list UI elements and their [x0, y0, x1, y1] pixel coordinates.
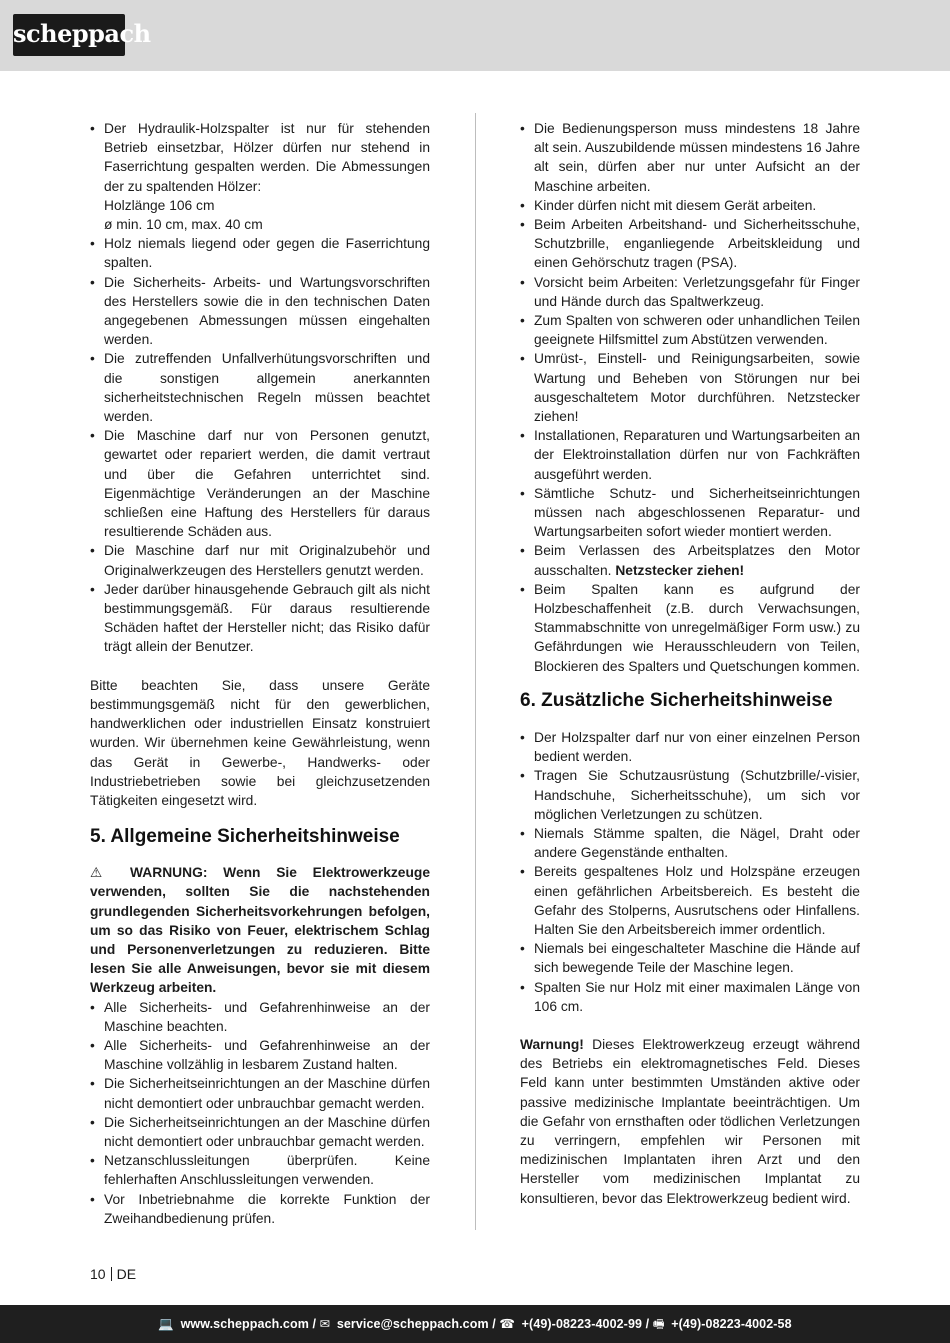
additional-safety-bullet-list — [520, 728, 860, 1016]
wood-length-spec: Holzlänge 106 cm — [104, 197, 215, 213]
intended-use-paragraph: Bitte beachten Sie, dass unsere Geräte bestimmungsgemäß nicht für den gewerblichen, handwerklichen oder industriellen Einsatz konstruiert wurden. Wir übernehmen keine Gewährleistung, wenn das Gerät in Gewerbe-, Handwerks- oder Industriebetrieben sowie bei gleichzusetzenden Tätigkeiten eingesetzt wird. — [90, 677, 430, 808]
list-item: • Die Bedienungsperson muss mindestens 18 Jahre alt sein. Auszubildende müssen mindestens 16 Jahre alt sein, dürfen aber nur unter Aufsicht an der Maschine arbeiten. — [520, 119, 860, 196]
list-item: • Der Holzspalter darf nur von einer einzelnen Person bedient werden. — [520, 728, 860, 766]
scheppach-logo: scheppach — [13, 14, 125, 56]
list-item-text: Beim Verlassen des Arbeitsplatzes den Motor ausschalten. — [534, 543, 860, 578]
unplug-emphasis: Netzstecker ziehen! — [615, 562, 745, 578]
list-item: • Die Sicherheits- Arbeits- und Wartungsvorschriften des Herstellers sowie die in den technischen Daten angegebenen Abmessungen müssen eingehalten werden. — [90, 273, 430, 350]
fax-icon: 🖷 — [652, 1317, 665, 1331]
list-item-text: Der Hydraulik-Holzspalter ist nur für stehenden Betrieb einsetzbar, Hölzer dürfen nur stehend in Faserrichtung gespalten werden. Die Abmessungen der zu spaltenden Hölzer: — [104, 121, 430, 194]
list-item: • Niemals Stämme spalten, die Nägel, Draht oder andere Gegenstände enthalten. — [520, 824, 860, 862]
list-item: • Niemals bei eingeschalteter Maschine die Hände auf sich bewegende Teile der Maschine legen. — [520, 939, 860, 977]
emf-warning-label: Warnung! — [520, 1036, 584, 1052]
list-item: • Jeder darüber hinausgehende Gebrauch gilt als nicht bestimmungsgemäß. Für daraus resultierende Schäden haftet der Hersteller nicht; das Risiko dafür trägt allein der Benutzer. — [90, 580, 430, 657]
page-footer — [0, 1305, 950, 1343]
emf-warning-text: Dieses Elektrowerkzeug erzeugt während des Betriebs ein elektromagnetisches Feld. Dieses Feld kann unter bestimmten Umständen aktive oder passive medizinische Implantate beeinträchtigen. Um die Gefahr von ernsthaften oder tödlichen Verletzungen zu verringern, empfehlen wir Personen mit medizinischen Implantaten ihren Arzt und den Hersteller vom medizinischen Implantat zu konsultieren, bevor das Elektrowerkzeug bedient wird. — [520, 1036, 860, 1206]
list-item: • Tragen Sie Schutzausrüstung (Schutzbrille/-visier, Handschuhe, Sicherheitsschuhe), um sich vor möglichen Verletzungen zu schützen. — [520, 766, 860, 824]
warning-paragraph — [90, 863, 430, 997]
left-column — [90, 119, 430, 1228]
warning-triangle-icon: ⚠ — [90, 865, 115, 881]
warning-text: WARNUNG: Wenn Sie Elektrowerkzeuge verwenden, sollten Sie die nachstehenden grundlegenden Sicherheitsvorkehrungen befolgen, um so das Risiko von Feuer, elektrischem Schlag und Personenverletzungen zu reduzieren. Bitte lesen Sie alle Anweisungen, bevor sie mit diesem Werkzeug arbeiten. — [90, 865, 430, 996]
list-item: • Vorsicht beim Arbeiten: Verletzungsgefahr für Finger und Hände durch das Spaltwerkzeug. — [520, 273, 860, 311]
list-item: • Die Maschine darf nur mit Originalzubehör und Originalwerkzeugen des Herstellers genutzt werden. — [90, 541, 430, 579]
section-5-heading: 5. Allgemeine Sicherheitshinweise — [90, 826, 400, 848]
mail-icon: ✉ — [319, 1317, 331, 1331]
list-item — [90, 119, 430, 234]
list-item: • Umrüst-, Einstell- und Reinigungsarbeiten, sowie Wartung und Beheben von Störungen nur bei ausgeschaltetem Motor durchführen. Netzstecker ziehen! — [520, 349, 860, 426]
footer-fax: +(49)-08223-4002-58 — [671, 1317, 792, 1331]
list-item: • Die Sicherheitseinrichtungen an der Maschine dürfen nicht demontiert oder unbrauchbar gemacht werden. — [90, 1113, 430, 1151]
list-item: • Die zutreffenden Unfallverhütungsvorschriften und die sonstigen allgemein anerkannten sicherheitstechnischen Regeln müssen beachtet werden. — [90, 349, 430, 426]
page-number — [90, 1265, 136, 1283]
phone-icon: ☎ — [499, 1317, 516, 1331]
list-item: • Holz niemals liegend oder gegen die Faserrichtung spalten. — [90, 234, 430, 272]
list-item: • Zum Spalten von schweren oder unhandlichen Teilen geeignete Hilfsmittel zum Abstützen verwenden. — [520, 311, 860, 349]
list-item: • Die Sicherheitseinrichtungen an der Maschine dürfen nicht demontiert oder unbrauchbar gemacht werden. — [90, 1074, 430, 1112]
footer-phone: +(49)-08223-4002-99 / — [521, 1317, 650, 1331]
safety-bullet-list — [90, 998, 430, 1228]
list-item — [520, 541, 860, 579]
page-language: DE — [116, 1266, 137, 1282]
list-item: • Spalten Sie nur Holz mit einer maximalen Länge von 106 cm. — [520, 978, 860, 1016]
list-item: • Die Maschine darf nur von Personen genutzt, gewartet oder repariert werden, die damit vertraut und über die Gefahren unterrichtet sind. Eigenmächtige Veränderungen an der Maschine schließen eine Haftung des Herstellers für daraus resultierende Schäden aus. — [90, 426, 430, 541]
list-item: • Alle Sicherheits- und Gefahrenhinweise an der Maschine vollzählig in lesbarem Zustand halten. — [90, 1036, 430, 1074]
list-item: • Beim Spalten kann es aufgrund der Holzbeschaffenheit (z.B. durch Verwachsungen, Stammabschnitte von unregelmäßiger Form usw.) zu Gefährdungen wie Herausschleudern von Teilen, Blockieren des Spalters und Quetschungen kommen. — [520, 580, 860, 676]
page-header — [0, 0, 950, 71]
footer-website: www.scheppach.com / — [180, 1317, 317, 1331]
operator-bullet-list — [520, 119, 860, 676]
page-number-separator — [111, 1267, 112, 1281]
computer-icon: 💻 — [158, 1317, 174, 1331]
emf-warning-paragraph — [520, 1035, 860, 1208]
right-column — [520, 119, 860, 1208]
list-item: • Bereits gespaltenes Holz und Holzspäne erzeugen einen gefährlichen Arbeitsbereich. Es besteht die Gefahr des Stolperns, Ausrutschens oder Hinfallens. Halten Sie den Arbeitsbereich immer ordentlich. — [520, 862, 860, 939]
wood-diameter-spec: ø min. 10 cm, max. 40 cm — [104, 217, 263, 233]
list-item: • Vor Inbetriebnahme die korrekte Funktion der Zweihandbedienung prüfen. — [90, 1190, 430, 1228]
list-item: • Sämtliche Schutz- und Sicherheitseinrichtungen müssen nach abgeschlossenen Reparatur- und Wartungsarbeiten sofort wieder montiert werden. — [520, 484, 860, 542]
list-item: • Alle Sicherheits- und Gefahrenhinweise an der Maschine beachten. — [90, 998, 430, 1036]
usage-bullet-list — [90, 119, 430, 657]
column-divider — [475, 113, 476, 1230]
section-6-heading: 6. Zusätzliche Sicherheitshinweise — [520, 689, 833, 711]
list-item: • Netzanschlussleitungen überprüfen. Keine fehlerhaften Anschlussleitungen verwenden. — [90, 1151, 430, 1189]
page-number-value: 10 — [90, 1266, 106, 1282]
footer-email: service@scheppach.com / — [336, 1317, 496, 1331]
list-item: • Kinder dürfen nicht mit diesem Gerät arbeiten. — [520, 196, 860, 215]
list-item: • Installationen, Reparaturen und Wartungsarbeiten an der Elektroinstallation dürfen nur von Fachkräften ausgeführt werden. — [520, 426, 860, 484]
list-item: • Beim Arbeiten Arbeitshand- und Sicherheitsschuhe, Schutzbrille, enganliegende Arbeitskleidung und einen Gehörschutz tragen (PSA). — [520, 215, 860, 273]
